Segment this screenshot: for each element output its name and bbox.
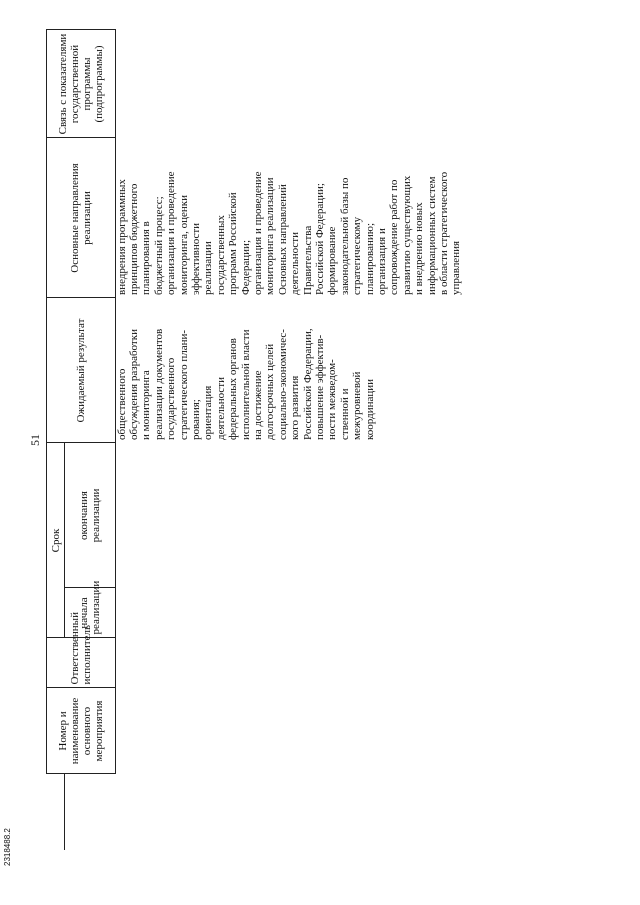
directions-line: планированию; [363, 222, 376, 295]
expected-result-line: государственного [165, 357, 178, 440]
header-end: окончания реализации [65, 443, 116, 588]
directions-cell [115, 138, 535, 298]
expected-result-line: рования; [189, 399, 202, 440]
expected-result-line: ственной и [338, 388, 351, 440]
plan-table [46, 30, 535, 851]
directions-line: Российской Федерации; [314, 183, 326, 295]
header-directions: Основные направления реализации [47, 138, 116, 298]
header-expected-result: Ожидаемый результат [47, 298, 116, 443]
directions-line: внедрения программных [115, 179, 128, 295]
header-row-1 [47, 30, 65, 850]
directions-line: развитию существующих [400, 175, 413, 295]
expected-result-line: Российской Федерации, [301, 328, 314, 440]
directions-line: организация и [376, 228, 389, 295]
directions-line: принципов бюджетного [127, 183, 140, 295]
header-term: Срок [47, 443, 65, 638]
expected-result-line: повышение эффектив- [314, 334, 326, 440]
directions-line: Федерации; [239, 239, 252, 295]
directions-line: государственных [214, 215, 227, 295]
header-responsible: Ответственный исполнитель [47, 638, 116, 688]
directions-line: деятельности [289, 232, 302, 295]
directions-line: организация и проведение [251, 171, 264, 295]
directions-line: планирования в [140, 221, 153, 295]
header-start: начала реализации [65, 588, 116, 638]
expected-result-line: ности межведом- [326, 359, 339, 440]
expected-result-line: обсуждения разработки [127, 329, 140, 440]
directions-line: в области стратегического [438, 171, 451, 295]
expected-result-line: общественного [115, 368, 128, 440]
expected-result-line: реализации документов [152, 328, 165, 440]
directions-line: реализации [202, 241, 215, 295]
directions-line: Правительства [301, 225, 314, 295]
directions-line: сопровождение работ по [388, 179, 401, 295]
page-number: 51 [28, 434, 42, 446]
empty-left-cell [47, 774, 65, 850]
directions-line: бюджетный процесс; [152, 196, 165, 295]
header-number-name: Номер и наименование основного мероприятия [47, 688, 116, 774]
expected-result-line: межуровневой [351, 371, 364, 440]
directions-line: управления [450, 240, 463, 295]
directions-line: стратегическому [351, 216, 364, 295]
directions-line: и внедрению новых [413, 202, 426, 295]
directions-line: мониторинга, оценки [177, 195, 190, 295]
directions-line: программ Российской [227, 192, 240, 295]
expected-result-line: федеральных органов [227, 338, 240, 440]
expected-result-line: и мониторинга [140, 370, 153, 440]
directions-line: эффективности [189, 222, 202, 295]
expected-result-line: ориентация [202, 385, 215, 440]
expected-result-cell [115, 298, 535, 443]
directions-line: информационных систем [425, 176, 438, 295]
expected-result-line: стратегического плани- [177, 329, 190, 440]
expected-result-line: на достижение [251, 370, 264, 440]
directions-line: Основных направлений [276, 184, 289, 295]
expected-result-line: социально-экономичес- [276, 329, 289, 440]
empty-left-cell-2 [65, 774, 116, 850]
doc-code: 2318488.2 [3, 828, 12, 866]
rotated-table-block [30, 30, 565, 850]
directions-line: законодательной базы по [338, 177, 351, 295]
expected-result-line: кого развития [289, 375, 302, 440]
expected-result-line: деятельности [214, 377, 227, 440]
expected-result-line: исполнительной власти [239, 329, 252, 440]
body-row [115, 30, 535, 850]
expected-result-line: долгосрочных целей [264, 343, 277, 440]
directions-line: организация и проведение [165, 171, 178, 295]
header-indicators-link: Связь с показателями государственной программы (подпрограммы) [47, 30, 116, 138]
directions-line: мониторинга реализации [264, 177, 277, 295]
directions-line: формирование [326, 226, 339, 295]
expected-result-line: координации [363, 378, 376, 440]
